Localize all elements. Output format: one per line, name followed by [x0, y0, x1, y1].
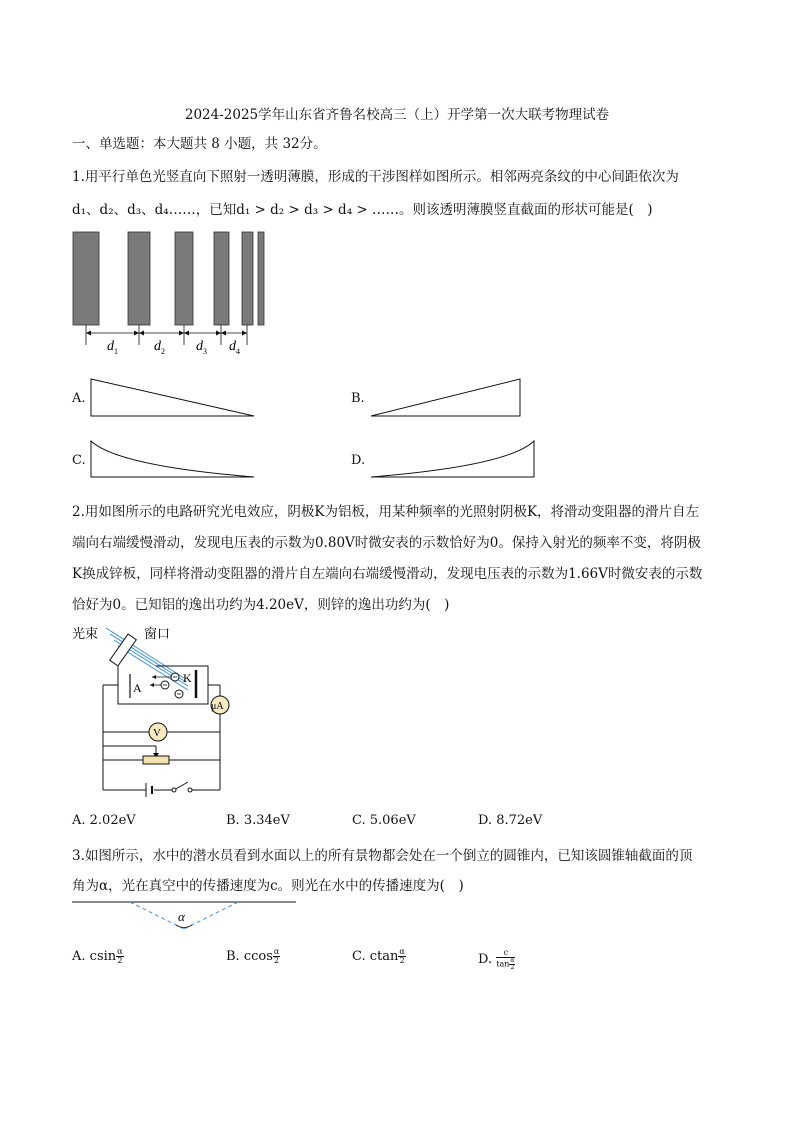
q1-option-a-label[interactable]: A. — [72, 391, 86, 406]
svg-text:4: 4 — [236, 347, 240, 356]
fringe-5 — [242, 232, 253, 325]
q2-option-c[interactable]: C. 5.06eV — [352, 813, 416, 828]
voltmeter-label: V — [153, 727, 161, 739]
q3-text-line2: 角为α，光在真空中的传播速度为c。则光在水中的传播速度为( ) — [72, 878, 464, 894]
svg-text:3: 3 — [203, 347, 207, 356]
section-heading: 一、单选题：本大题共 8 小题，共 32分。 — [72, 136, 327, 152]
q3-option-a[interactable]: A. csin $\frac{\alpha}{2}$ — [72, 947, 123, 965]
microammeter-label: μA — [211, 701, 224, 712]
fringe-6 — [258, 232, 264, 325]
q3-option-b[interactable]: B. ccos $\frac{\alpha}{2}$ — [226, 947, 280, 965]
q2-text-line1: 2.用如图所示的电路研究光电效应，阴极K为铝板，用某种频率的光照射阴极K，将滑动变阻器的滑片自左 — [72, 504, 700, 520]
anode-label: A — [133, 681, 142, 695]
q1-option-c-shape — [88, 436, 258, 480]
fringe-3 — [175, 232, 193, 325]
d4-label: d — [229, 339, 236, 354]
fringe-4 — [214, 232, 229, 325]
q2-text-line3: K换成锌板，同样将滑动变阻器的滑片自左端向右端缓慢滑动，发现电压表的示数为1.66V时微安表的示数 — [72, 566, 703, 582]
d3-label: d — [196, 339, 203, 354]
q3-text-line1: 3.如图所示，水中的潜水员看到水面以上的所有景物都会处在一个倒立的圆锥内，已知该圆锥轴截面的顶 — [72, 848, 693, 864]
q1-option-d-shape — [368, 436, 538, 480]
angle-alpha-label: α — [178, 909, 185, 924]
q1-option-b-shape — [368, 376, 524, 420]
q1-text-line1: 1.用平行单色光竖直向下照射一透明薄膜，形成的干涉图样如图所示。相邻两亮条纹的中心间距依次为 — [72, 169, 679, 185]
q2-option-a[interactable]: A. 2.02eV — [72, 813, 136, 828]
q1-option-a-shape — [88, 376, 258, 420]
paper-title: 2024-2025学年山东省齐鲁名校高三（上）开学第一次大联考物理试卷 — [184, 107, 610, 123]
q3-option-c[interactable]: C. ctan $\frac{\alpha}{2}$ — [352, 947, 405, 965]
svg-text:2: 2 — [161, 347, 165, 356]
q2-text-line4: 恰好为0。已知铝的逸出功约为4.20eV，则锌的逸出功约为( ) — [72, 597, 450, 613]
q1-option-b-label[interactable]: B. — [351, 391, 365, 406]
q1-text-line2: d₁、d₂、d₃、d₄……，已知d₁ > d₂ > d₃ > d₄ > ……。则该透明薄膜竖直截面的形状可能是( ) — [72, 202, 653, 218]
q1-option-c-label[interactable]: C. — [72, 453, 86, 468]
cathode-label: K — [183, 671, 192, 685]
q1-interference-figure — [66, 225, 286, 360]
d1-label: d — [107, 339, 114, 354]
q1-option-d-label[interactable]: D. — [351, 453, 366, 468]
window-label: 窗口 — [144, 626, 171, 641]
d2-label: d — [154, 339, 161, 354]
beam-label: 光束 — [72, 626, 99, 641]
q2-circuit-figure — [66, 618, 246, 804]
fringe-1 — [73, 232, 99, 325]
q2-option-d[interactable]: D. 8.72eV — [478, 813, 543, 828]
q2-option-b[interactable]: B. 3.34eV — [226, 813, 290, 828]
q2-text-line2: 端向右端缓慢滑动，发现电压表的示数为0.80V时微安表的示数恰好为0。保持入射光的频率不变，将阴极 — [72, 535, 701, 551]
q3-option-d[interactable]: D. c tan $\frac{\alpha}{2}$ — [478, 948, 515, 971]
fringe-2 — [128, 232, 150, 325]
svg-text:1: 1 — [114, 347, 118, 356]
q3-cone-figure — [70, 896, 300, 936]
